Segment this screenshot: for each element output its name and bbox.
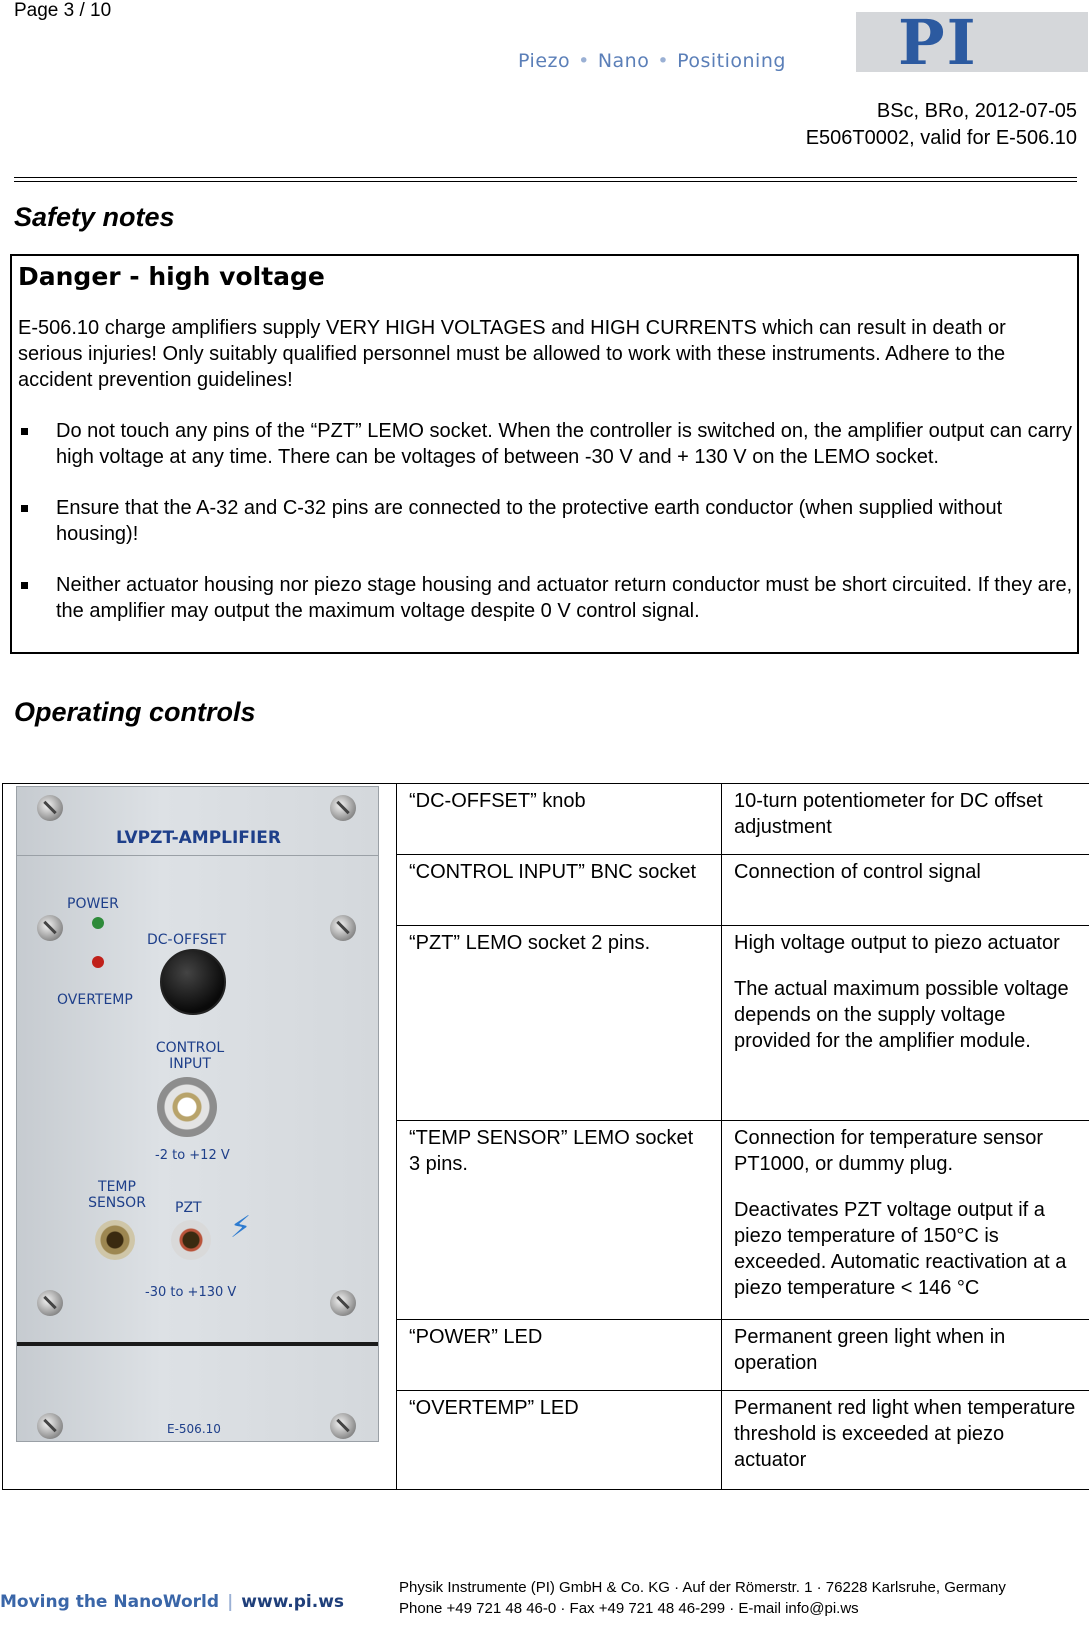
temp-sensor-socket-icon [95,1220,135,1260]
meta-authors-date: BSc, BRo, 2012-07-05 [876,100,1077,122]
header-rule-top [14,177,1077,178]
bnc-socket-icon [157,1077,217,1137]
control-desc-cell [722,926,1089,1121]
control-name-cell: “CONTROL INPUT” BNC socket [397,855,722,926]
danger-bullet [16,495,1073,547]
control-name-cell: “OVERTEMP” LED [397,1391,722,1490]
screw-icon [330,795,356,821]
tagline-nano: Nano [597,50,650,72]
header-rule-bottom [14,181,1077,182]
meta-document-id: E506T0002, valid for E-506.10 [805,127,1077,149]
control-desc-text: The actual maximum possible voltage depends on the supply voltage provided for the amplifier module. [734,978,1069,1052]
control-name-cell: “PZT” LEMO socket 2 pins. [397,926,722,1121]
high-voltage-icon: ⚡ [230,1210,252,1245]
footer-url[interactable]: www.pi.ws [241,1592,345,1612]
panel-label-control-input [145,1040,235,1072]
page-number: Page 3 / 10 [14,0,112,21]
danger-bullet-list [16,418,1073,624]
panel-divider [17,855,378,856]
control-desc-text: Connection of control signal [734,861,981,883]
control-name-cell: “POWER” LED [397,1320,722,1391]
bullet-icon [21,505,28,512]
screw-icon [37,915,63,941]
tagline-positioning: Positioning [677,50,786,72]
footer-separator: | [227,1592,234,1612]
footer-company: Physik Instrumente (PI) GmbH & Co. KG · Auf der Römerstr. 1 · 76228 Karlsruhe, Germany [399,1579,1006,1596]
danger-bullet [16,572,1073,624]
control-desc-cell [722,855,1089,926]
control-desc-cell [722,1121,1089,1320]
danger-bullet [16,418,1073,470]
panel-label-range-in: -2 to +12 V [155,1148,230,1163]
screw-icon [330,1413,356,1439]
panel-image-cell [3,784,397,1490]
tagline-separator: • [657,50,670,72]
bullet-text: Neither actuator housing nor piezo stage housing and actuator return conductor must be short circuited. If they are, the amplifier may output the maximum voltage despite 0 V control signal. [56,574,1073,622]
panel-label-power: POWER [67,896,119,912]
danger-title: Danger - high voltage [18,262,325,291]
screw-icon [37,1413,63,1439]
pzt-socket-icon [171,1220,211,1260]
control-name-cell: “TEMP SENSOR” LEMO socket 3 pins. [397,1121,722,1320]
control-desc-cell [722,784,1089,855]
panel-label-dc-offset: DC-OFFSET [147,932,227,948]
screw-icon [37,1290,63,1316]
panel-label-overtemp: OVERTEMP [57,992,133,1008]
footer-branding [0,1592,344,1612]
control-name-cell: “DC-OFFSET” knob [397,784,722,855]
operating-controls-table [2,783,1089,1490]
panel-label-input: INPUT [169,1056,211,1072]
tagline [518,50,786,72]
control-desc-text: Permanent green light when in operation [734,1326,1006,1374]
footer-slogan: Moving the NanoWorld [0,1592,220,1612]
panel-label-range-out: -30 to +130 V [145,1285,237,1300]
overtemp-led-icon [92,956,104,968]
screw-icon [37,795,63,821]
dc-offset-knob-icon [160,949,226,1015]
bullet-icon [21,582,28,589]
table-row [3,784,1089,855]
panel-model-label: E-506.10 [167,1422,221,1436]
power-led-icon [92,917,104,929]
control-desc-text: High voltage output to piezo actuator [734,932,1060,954]
screw-icon [330,1290,356,1316]
footer-contact [399,1577,1006,1619]
panel-label-temp-sensor [87,1179,147,1211]
bullet-text: Do not touch any pins of the “PZT” LEMO socket. When the controller is switched on, the amplifier output can carry high voltage at any time. There can be voltages of between -30 V and + 130 V on the LEMO socket. [56,420,1073,468]
safety-heading: Safety notes [14,202,175,232]
danger-intro: E-506.10 charge amplifiers supply VERY HIGH VOLTAGES and HIGH CURRENTS which can result in death or serious injuries! Only suitably qualified personnel must be allowed to work with these instruments. Adhere to the accident prevention guidelines! [18,317,1006,391]
bullet-text: Ensure that the A-32 and C-32 pins are connected to the protective earth conductor (when supplied without housing)! [56,497,1003,545]
control-desc-cell [722,1320,1089,1391]
control-desc-cell [722,1391,1089,1490]
panel-label-temp: TEMP [98,1179,136,1195]
footer-phone-email: Phone +49 721 48 46-0 · Fax +49 721 48 46-299 · E-mail info@pi.ws [399,1600,859,1617]
operating-heading: Operating controls [14,697,256,727]
panel-label-pzt: PZT [175,1200,202,1216]
panel-label-sensor: SENSOR [88,1195,146,1211]
bullet-icon [21,428,28,435]
screw-icon [330,915,356,941]
control-desc-text: Permanent red light when temperature threshold is exceeded at piezo actuator [734,1397,1076,1471]
panel-label-control: CONTROL [155,1040,225,1056]
document-meta [806,98,1077,152]
panel-rail [17,1342,378,1346]
tagline-piezo: Piezo [518,50,571,72]
control-desc-text: Deactivates PZT voltage output if a piezo temperature of 150°C is exceeded. Automatic reactivation at a piezo temperature < 146 °C [734,1199,1067,1299]
control-desc-text: 10-turn potentiometer for DC offset adjustment [734,790,1043,838]
tagline-separator: • [578,50,590,72]
danger-box [10,254,1079,654]
control-desc-text: Connection for temperature sensor PT1000, or dummy plug. [734,1127,1044,1175]
panel-title: LVPZT-AMPLIFIER [116,828,281,848]
amplifier-front-panel [16,786,379,1442]
pi-logo: PI [898,6,978,79]
